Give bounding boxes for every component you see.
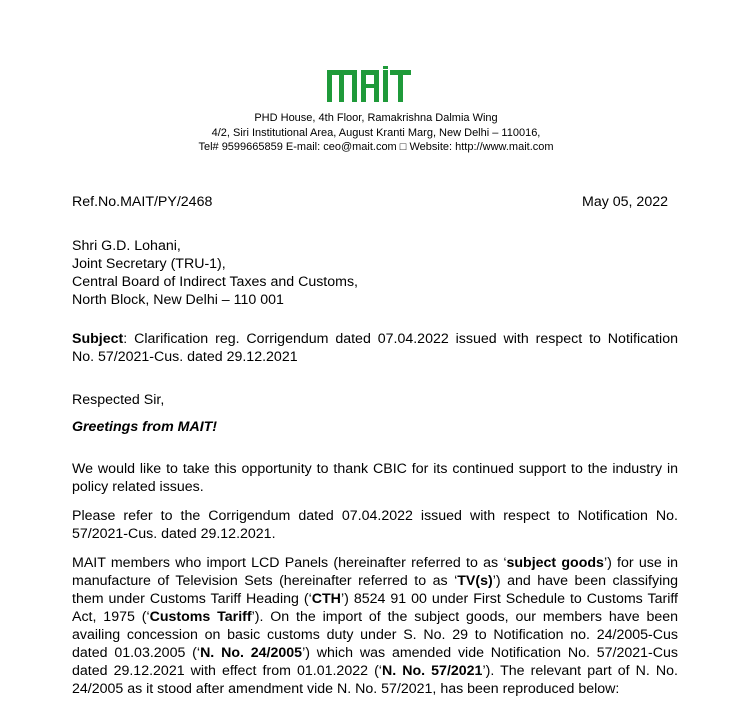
paragraph-thanks [72, 460, 678, 496]
subject-paragraph [72, 330, 678, 366]
text-run: them under Customs Tariff Heading (‘ [72, 591, 312, 607]
text-run: dated 29.12.2021 with effect from 01.01.2022 (‘ [72, 663, 382, 679]
recipient-address: North Block, New Delhi – 110 001 [72, 292, 284, 308]
paragraph-thanks-row: We would like to take this opportunity to thank CBIC for its continued support to the industry in [72, 461, 678, 477]
paragraph-background [72, 554, 678, 698]
subject-text-cont: No. 57/2021-Cus. dated 29.12.2021 [72, 349, 298, 365]
text-run: dated 01.03.2005 (‘ [72, 645, 201, 661]
recipient-name: Shri G.D. Lohani, [72, 238, 181, 254]
address-line-1: PHD House, 4th Floor, Ramakrishna Dalmia Wing [254, 112, 498, 124]
text-run: ’). The relevant part of N. No. [482, 663, 678, 679]
mait-logo [327, 66, 411, 102]
text-run: ’) which was amended vide Notification No. 57/2021-Cus [302, 645, 678, 661]
paragraph-thanks-row: policy related issues. [72, 479, 204, 495]
text-run: ’) for use in [603, 555, 678, 571]
text-run: manufacture of Television Sets (hereinafter referred to as ‘ [72, 573, 458, 589]
defined-term: N. No. 57/2021 [381, 663, 483, 679]
reference-number: Ref.No.MAIT/PY/2468 [72, 194, 213, 210]
salutation: Respected Sir, [72, 392, 165, 408]
defined-term: CTH [311, 591, 341, 607]
defined-term: TV(s) [457, 573, 493, 589]
greeting: Greetings from MAIT! [72, 419, 218, 435]
defined-term: subject goods [506, 555, 604, 571]
subject-label: Subject [72, 331, 124, 347]
recipient-org: Central Board of Indirect Taxes and Customs, [72, 274, 358, 290]
paragraph-refer-row: 57/2021-Cus. dated 29.12.2021. [72, 526, 276, 542]
paragraph-refer-row: Please refer to the Corrigendum dated 07.04.2022 issued with respect to Notification No. [72, 508, 678, 524]
address-line-2: 4/2, Siri Institutional Area, August Kranti Marg, New Delhi – 110016, [211, 127, 541, 139]
text-run: Act, 1975 (‘ [72, 609, 150, 625]
letter-date: May 05, 2022 [582, 194, 668, 210]
text-run: 24/2005 as it stood after amendment vide N. No. 57/2021, has been reproduced below: [72, 681, 620, 697]
address-line-3: Tel# 9599665859 E-mail: ceo@mait.com □ Website: http://www.mait.com [198, 141, 554, 153]
text-run: ’) and have been classifying [492, 573, 678, 589]
defined-term: Customs Tariff [149, 609, 252, 625]
text-run: ’). On the import of the subject goods, our members have been [251, 609, 679, 625]
defined-term: N. No. 24/2005 [200, 645, 303, 661]
text-run: ’) 8524 91 00 under First Schedule to Customs Tariff [340, 591, 678, 607]
recipient-title: Joint Secretary (TRU-1), [72, 256, 226, 272]
subject-text: : Clarification reg. Corrigendum dated 07.04.2022 issued with respect to Notification [123, 331, 678, 347]
text-run: MAIT members who import LCD Panels (hereinafter referred to as ‘ [72, 555, 507, 571]
paragraph-refer [72, 507, 678, 543]
text-run: availing concession on basic customs duty under S. No. 29 to Notification no. 24/2005-Cus [72, 627, 678, 643]
